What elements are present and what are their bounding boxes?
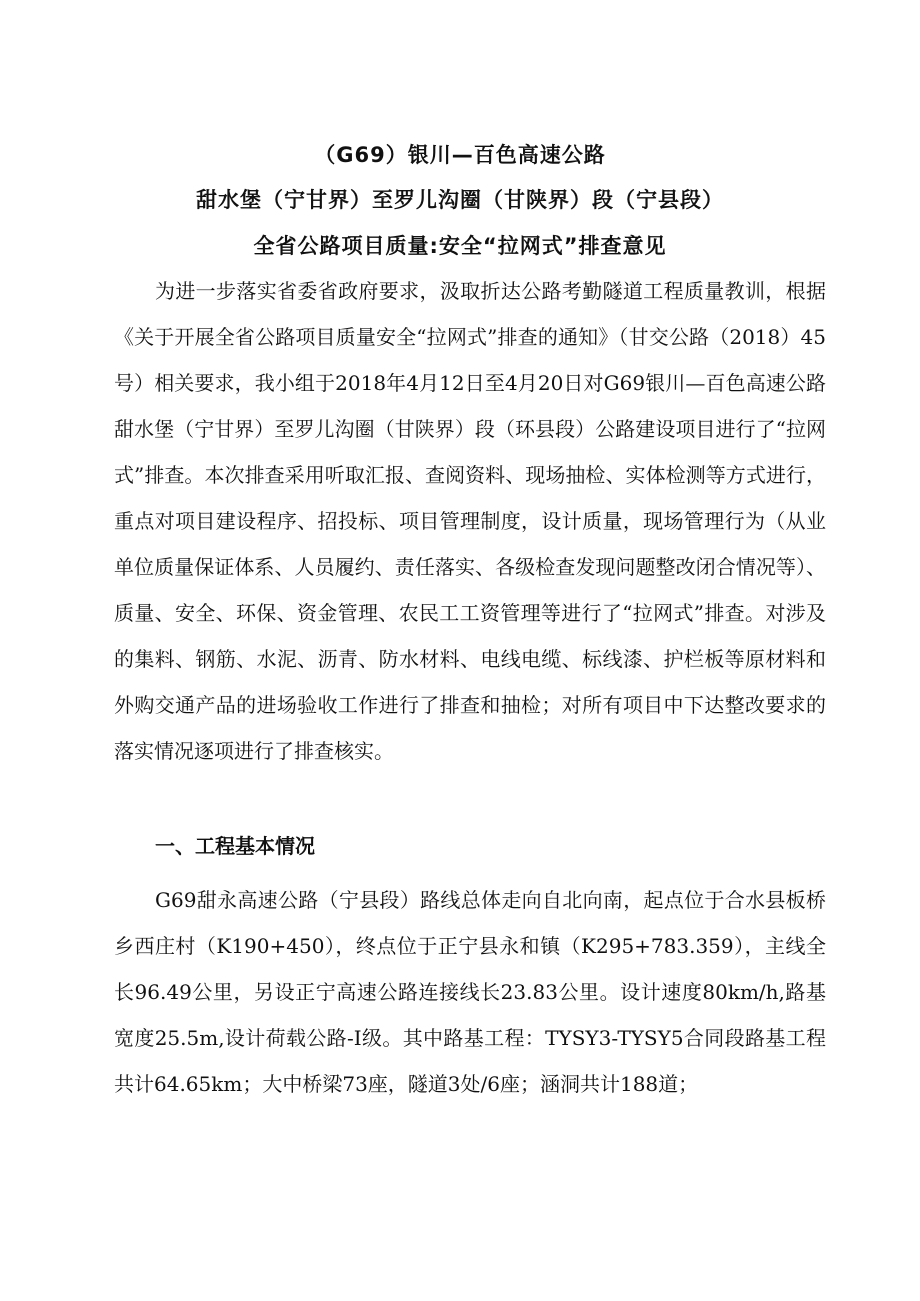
document-title-line-1: （G69）银川—百色高速公路 — [314, 143, 606, 167]
document-title-line-2: 甜水堡（宁甘界）至罗儿沟圈（甘陕界）段（宁县段） — [196, 188, 724, 212]
intro-section — [114, 268, 826, 774]
section-1-heading: 一、工程基本情况 — [155, 834, 315, 858]
section-1-body — [114, 877, 826, 1107]
intro-paragraph: 为进一步落实省委省政府要求，汲取折达公路考勤隧道工程质量教训，根据《关于开展全省公路项目质量安全“拉网式”排查的通知》（甘交公路（2018）45号）相关要求，我小组于2018年4月12日至4月20日对G69银川—百色高速公路甜水堡（宁甘界）至罗儿沟圈（甘陕界）段（环县段）公路建设项目进行了“拉网式”排查。本次排查采用听取汇报、查阅资料、现场抽检、实体检测等方式进行，重点对项目建设程序、招投标、项目管理制度，设计质量，现场管理行为（从业单位质量保证体系、人员履约、责任落实、各级检查发现问题整改闭合情况等）、质量、安全、环保、资金管理、农民工工资管理等进行了“拉网式”排查。对涉及的集料、钢筋、水泥、沥青、防水材料、电线电缆、标线漆、护栏板等原材料和外购交通产品的进场验收工作进行了排查和抽检；对所有项目中下达整改要求的落实情况逐项进行了排查核实。 — [114, 279, 826, 763]
section-1-paragraph: G69甜永高速公路（宁县段）路线总体走向自北向南，起点位于合水县板桥乡西庄村（K190+450），终点位于正宁县永和镇（K295+783.359），主线全长96.49公里，另设正宁高速公路连接线长23.83公里。设计速度80km/h,路基宽度25.5m,设计荷载公路-I级。其中路基工程：TYSY3-TYSY5合同段路基工程共计64.65km；大中桥梁73座，隧道3处/6座；涵洞共计188道； — [114, 888, 826, 1096]
document-title-line-3: 全省公路项目质量:安全“拉网式”排查意见 — [253, 234, 667, 258]
